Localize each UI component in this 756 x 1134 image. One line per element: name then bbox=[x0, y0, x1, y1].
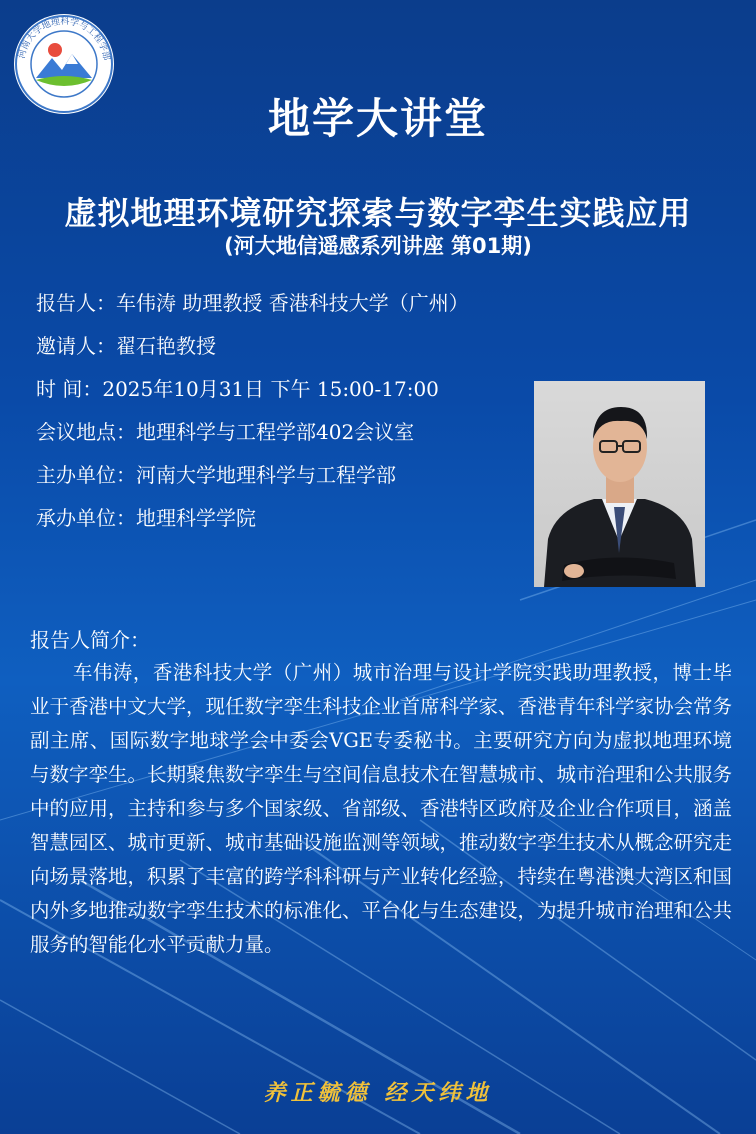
venue-line: 会议地点：地理科学与工程学部402会议室 bbox=[36, 420, 415, 444]
speaker-photo bbox=[534, 381, 705, 587]
lecture-info bbox=[36, 288, 526, 546]
host-line: 主办单位：河南大学地理科学与工程学部 bbox=[36, 463, 396, 487]
bio-heading: 报告人简介： bbox=[30, 628, 150, 652]
lecture-series-issue: (河大地信遥感系列讲座 第01期) bbox=[224, 234, 532, 258]
bio-text: 车伟涛，香港科技大学（广州）城市治理与设计学院实践助理教授，博士毕业于香港中文大学，现任数字孪生科技企业首席科学家、香港青年科学家协会常务副主席、国际数字地球学会中委会VGE专委秘书。主要研究方向为虚拟地理环境与数字孪生。长期聚焦数字孪生与空间信息技术在智慧城市、城市治理和公共服务中的应用，主持和参与多个国家级、省部级、香港特区政府及企业合作项目，涵盖智慧园区、城市更新、城市基础设施监测等领域，推动数字孪生技术从概念研究走向场景落地，积累了丰富的跨学科科研与产业转化经验，持续在粤港澳大湾区和国内外多地推动数字孪生技术的标准化、平台化与生态建设，为提升城市治理和公共服务的智能化水平贡献力量。 bbox=[30, 661, 733, 956]
motto: 养正毓德 经天纬地 bbox=[263, 1080, 493, 1106]
speaker-line: 报告人：车伟涛 助理教授 香港科技大学（广州） bbox=[36, 291, 469, 315]
logo-ring-text: 河南大学地理科学与工程学部 bbox=[17, 16, 111, 62]
lecture-title: 虚拟地理环境研究探索与数字孪生实践应用 bbox=[64, 194, 692, 232]
time-line: 时 间：2025年10月31日 下午 15:00-17:00 bbox=[36, 377, 439, 401]
lecture-series-title: 地学大讲堂 bbox=[267, 94, 488, 143]
inviter-line: 邀请人：翟石艳教授 bbox=[36, 334, 216, 358]
organizer-line: 承办单位：地理科学学院 bbox=[36, 506, 256, 530]
portrait-illustration bbox=[534, 381, 705, 587]
